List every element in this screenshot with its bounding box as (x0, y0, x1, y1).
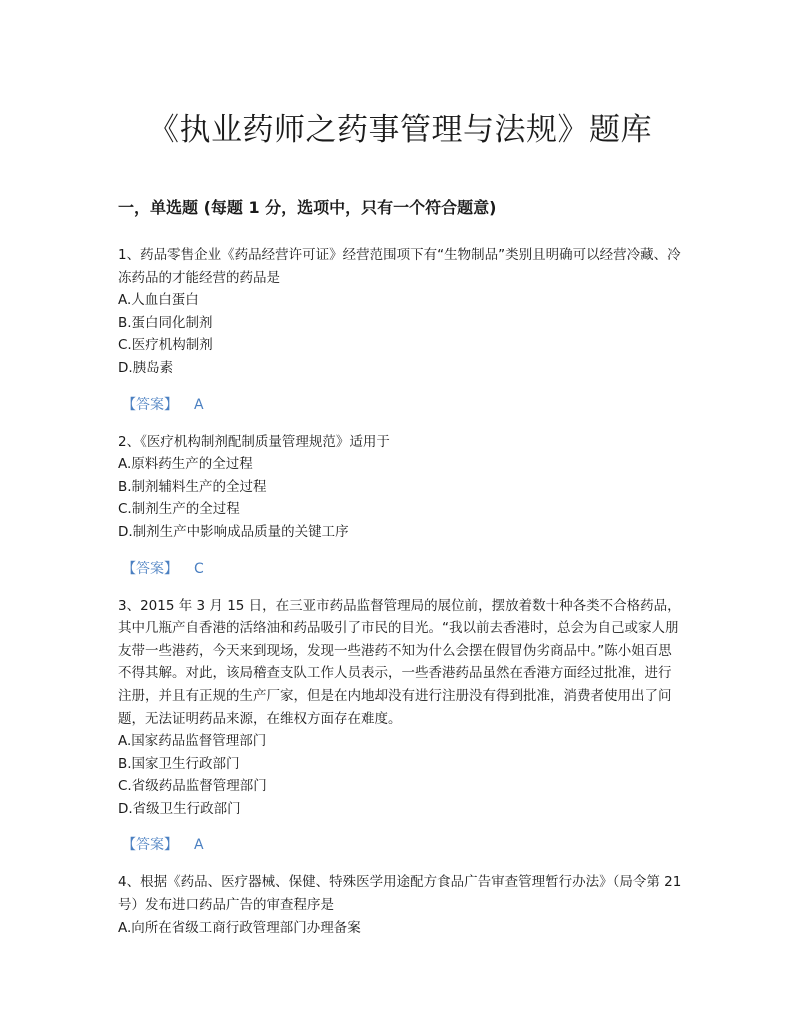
question-3 (118, 595, 682, 857)
option-d: D.制剂生产中影响成品质量的关键工序 (118, 523, 349, 540)
option-b: B.蛋白同化制剂 (118, 314, 213, 331)
answer-line (122, 394, 682, 416)
option-a: A.原料药生产的全过程 (118, 456, 253, 473)
option-b: B.制剂辅料生产的全过程 (118, 478, 267, 495)
option-d: D.胰岛素 (118, 359, 174, 376)
option-d: D.省级卫生行政部门 (118, 800, 241, 817)
answer-value: C (194, 560, 204, 577)
question-2 (118, 431, 682, 580)
answer-value: A (194, 837, 204, 854)
answer-label: 【答案】 (122, 837, 178, 854)
document-title: 《执业药师之药事管理与法规》题库 (148, 112, 652, 148)
question-stem: 3、2015 年 3 月 15 日，在三亚市药品监督管理局的展位前，摆放着数十种各类不合格药品，其中几瓶产自香港的活络油和药品吸引了市民的目光。“我以前去香港时，总会为自己或家人朋友带一些港药，今天来到现场，发现一些港药不知为什么会摆在假冒伪劣商品中。”陈小姐百思不得其解。对此，该局稽查支队工作人员表示，一些香港药品虽然在香港方面经过批准，进行注册，并且有正规的生产厂家，但是在内地却没有进行注册没有得到批准，消费者使用出了问题，无法证明药品来源，在维权方面存在难度。 (118, 597, 681, 727)
option-a: A.国家药品监督管理部门 (118, 733, 267, 750)
question-stem: 1、药品零售企业《药品经营许可证》经营范围项下有“生物制品”类别且明确可以经营冷藏、冷冻药品的才能经营的药品是 (118, 247, 681, 286)
option-b: B.国家卫生行政部门 (118, 755, 240, 772)
option-c: C.医疗机构制剂 (118, 337, 213, 354)
question-list (118, 244, 682, 939)
option-c: C.省级药品监督管理部门 (118, 778, 267, 795)
question-stem: 2、《医疗机构制剂配制质量管理规范》适用于 (118, 433, 390, 450)
answer-value: A (194, 396, 204, 413)
question-4 (118, 871, 682, 939)
question-stem: 4、根据《药品、医疗器械、保健、特殊医学用途配方食品广告审查管理暂行办法》（局令第 21 号）发布进口药品广告的审查程序是 (118, 874, 682, 914)
option-a: A.人血白蛋白 (118, 292, 199, 309)
answer-line (122, 834, 682, 856)
answer-label: 【答案】 (122, 396, 178, 413)
answer-label: 【答案】 (122, 560, 178, 577)
option-c: C.制剂生产的全过程 (118, 501, 240, 518)
question-1 (118, 244, 682, 416)
option-a: A.向所在省级工商行政管理部门办理备案 (118, 919, 361, 936)
section-heading: 一，单选题 (每题 1 分，选项中，只有一个符合题意) (118, 198, 497, 217)
answer-line (122, 558, 682, 580)
